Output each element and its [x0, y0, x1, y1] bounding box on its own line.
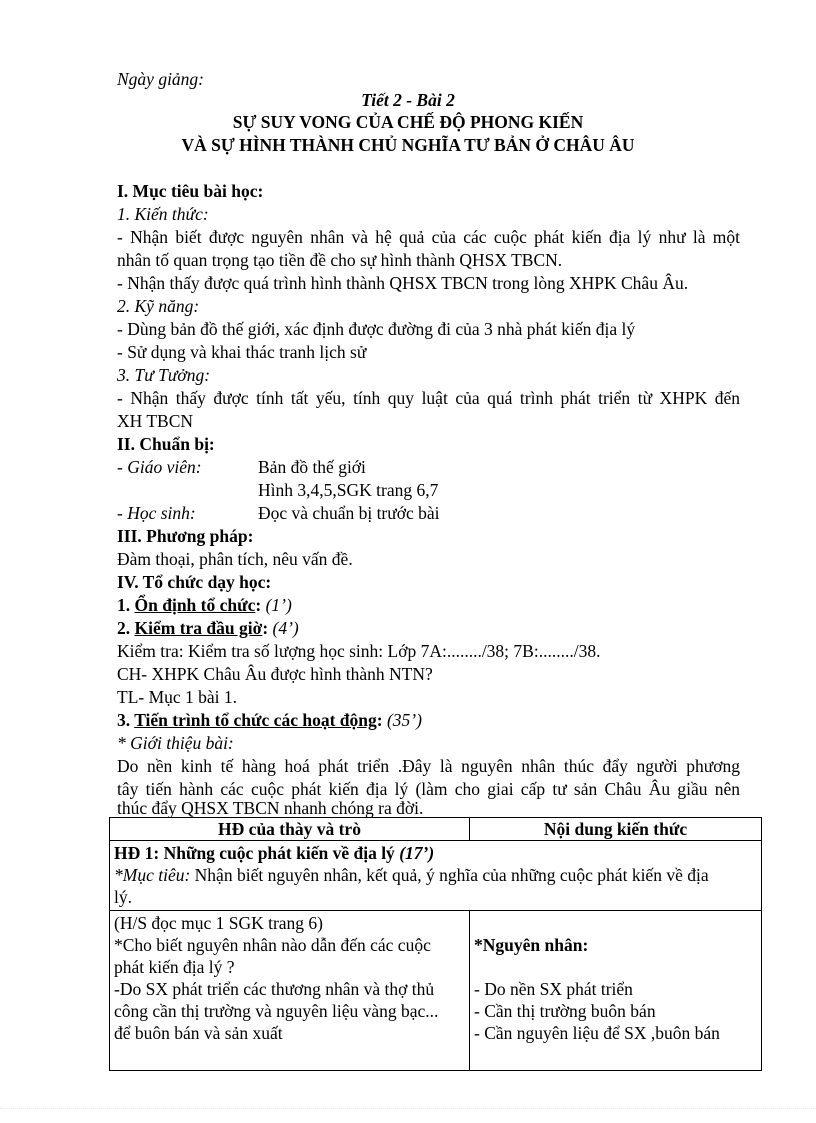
section-method-heading: III. Phương pháp:: [117, 526, 254, 546]
step-2-title: Kiểm tra đầu giờ: [134, 618, 263, 638]
cause-item-1: - Do nền SX phát triển: [474, 979, 633, 999]
section-organization-heading: IV. Tổ chức dạy học:: [117, 572, 272, 592]
left-line-6: để buôn bán và sản xuất: [114, 1023, 283, 1043]
title-line-2: VÀ SỰ HÌNH THÀNH CHỦ NGHĨA TƯ BẢN Ở CHÂU ÂU: [181, 135, 635, 155]
left-line-2: *Cho biết nguyên nhân nào dẫn đến các cuộc: [114, 935, 431, 955]
step-3-title: Tiến trình tổ chức các hoạt động: [134, 710, 377, 730]
teacher-label: - Giáo viên:: [117, 457, 202, 477]
col1-header: HĐ của thày và trò: [110, 818, 470, 841]
cause-heading: *Nguyên nhân:: [474, 935, 589, 955]
skills-line-2: - Sử dụng và khai thác tranh lịch sử: [117, 342, 367, 362]
goal-text-1: Nhận biết nguyên nhân, kết quả, ý nghĩa của những cuộc phát kiến về địa: [190, 865, 709, 885]
cause-item-3: - Cần nguyên liệu để SX ,buôn bán: [474, 1023, 720, 1043]
step-3-colon: :: [376, 710, 387, 730]
step-3: [117, 709, 422, 731]
lesson-table: [109, 817, 762, 1071]
left-line-3: phát kiến địa lý ?: [114, 957, 235, 977]
knowledge-content-cell: [470, 911, 762, 1071]
teacher-student-cell: [110, 911, 470, 1071]
knowledge-line-2: nhân tố quan trọng tạo tiền đề cho sự hình thành QHSX TBCN.: [117, 250, 563, 270]
step-2-time: (4’): [272, 618, 299, 638]
activity-goal-line-1: [114, 864, 757, 886]
page-bottom-divider: [0, 1108, 816, 1109]
content-row: [110, 911, 762, 1071]
left-line-1: (H/S đọc mục 1 SGK trang 6): [114, 913, 324, 933]
check-answer: TL- Mục 1 bài 1.: [117, 687, 238, 707]
date-label: Ngày giảng:: [117, 69, 205, 89]
activity-cell: [110, 841, 762, 911]
student-label: - Học sinh:: [117, 503, 196, 523]
intro-line-2: tây tiến hành các cuộc phát kiến địa lý (làm cho giai cấp tư sản Châu Âu giầu nên: [117, 779, 740, 799]
activity-title-line: [114, 842, 757, 864]
left-line-5: công cần thị trường và nguyên liệu vàng bạc...: [114, 1001, 439, 1021]
step-1: [117, 594, 292, 616]
section-objectives-heading: I. Mục tiêu bài học:: [117, 181, 264, 201]
lesson-number: Tiết 2 - Bài 2: [361, 90, 455, 110]
activity-time: (17’): [399, 843, 435, 863]
check-question: CH- XHPK Châu Âu được hình thành NTN?: [117, 664, 433, 684]
activity-goal-line-2: lý.: [114, 887, 132, 907]
section-preparation-heading: II. Chuẩn bị:: [117, 434, 215, 454]
teacher-item-2: Hình 3,4,5,SGK trang 6,7: [258, 480, 439, 500]
knowledge-heading: 1. Kiến thức:: [117, 204, 209, 224]
col2-header: Nội dung kiến thức: [470, 818, 762, 841]
step-3-number: 3.: [117, 710, 135, 730]
check-line: Kiểm tra: Kiểm tra số lượng học sinh: Lớp 7A:......../38; 7B:......../38.: [117, 641, 601, 661]
goal-label: *Mục tiêu:: [114, 865, 191, 885]
step-1-title: Ổn định tổ chức: [134, 595, 256, 615]
attitude-heading: 3. Tư Tưởng:: [117, 365, 211, 385]
step-1-time: (1’): [265, 595, 292, 615]
knowledge-line-1: - Nhận biết được nguyên nhân và hệ quả của các cuộc phát kiến địa lý như là một: [117, 227, 740, 247]
activity-row: [110, 841, 762, 911]
intro-label: * Giới thiệu bài:: [117, 733, 234, 753]
activity-title: HĐ 1: Những cuộc phát kiến về địa lý: [114, 843, 400, 863]
attitude-line-2: XH TBCN: [117, 411, 194, 431]
table-header-row: [110, 818, 762, 841]
knowledge-line-3: - Nhận thấy được quá trình hình thành QHSX TBCN trong lòng XHPK Châu Âu.: [117, 273, 689, 293]
step-2-colon: :: [262, 618, 273, 638]
cause-item-2: - Cần thị trường buôn bán: [474, 1001, 656, 1021]
left-line-4: -Do SX phát triển các thương nhân và thợ thủ: [114, 979, 435, 999]
intro-line-1: Do nền kinh tế hàng hoá phát triển .Đây là nguyên nhân thúc đẩy người phương: [117, 756, 740, 776]
step-3-time: (35’): [386, 710, 422, 730]
intro-line-3: thúc đẩy QHSX TBCN nhanh chóng ra đời.: [117, 798, 424, 818]
attitude-line-1: - Nhận thấy được tính tất yếu, tính quy luật của quá trình phát triển từ XHPK đến: [117, 388, 740, 408]
step-2: [117, 617, 299, 639]
teacher-item-1: Bản đồ thế giới: [258, 457, 366, 477]
step-2-number: 2.: [117, 618, 135, 638]
step-1-number: 1.: [117, 595, 135, 615]
student-item: Đọc và chuẩn bị trước bài: [258, 503, 440, 523]
method-text: Đàm thoại, phân tích, nêu vấn đề.: [117, 549, 353, 569]
title-line-1: SỰ SUY VONG CỦA CHẾ ĐỘ PHONG KIẾN: [232, 112, 584, 132]
skills-line-1: - Dùng bản đồ thế giới, xác định được đường đi của 3 nhà phát kiến địa lý: [117, 319, 636, 339]
step-1-colon: :: [255, 595, 266, 615]
spacer-line: [474, 956, 757, 978]
skills-heading: 2. Kỹ năng:: [117, 296, 200, 316]
